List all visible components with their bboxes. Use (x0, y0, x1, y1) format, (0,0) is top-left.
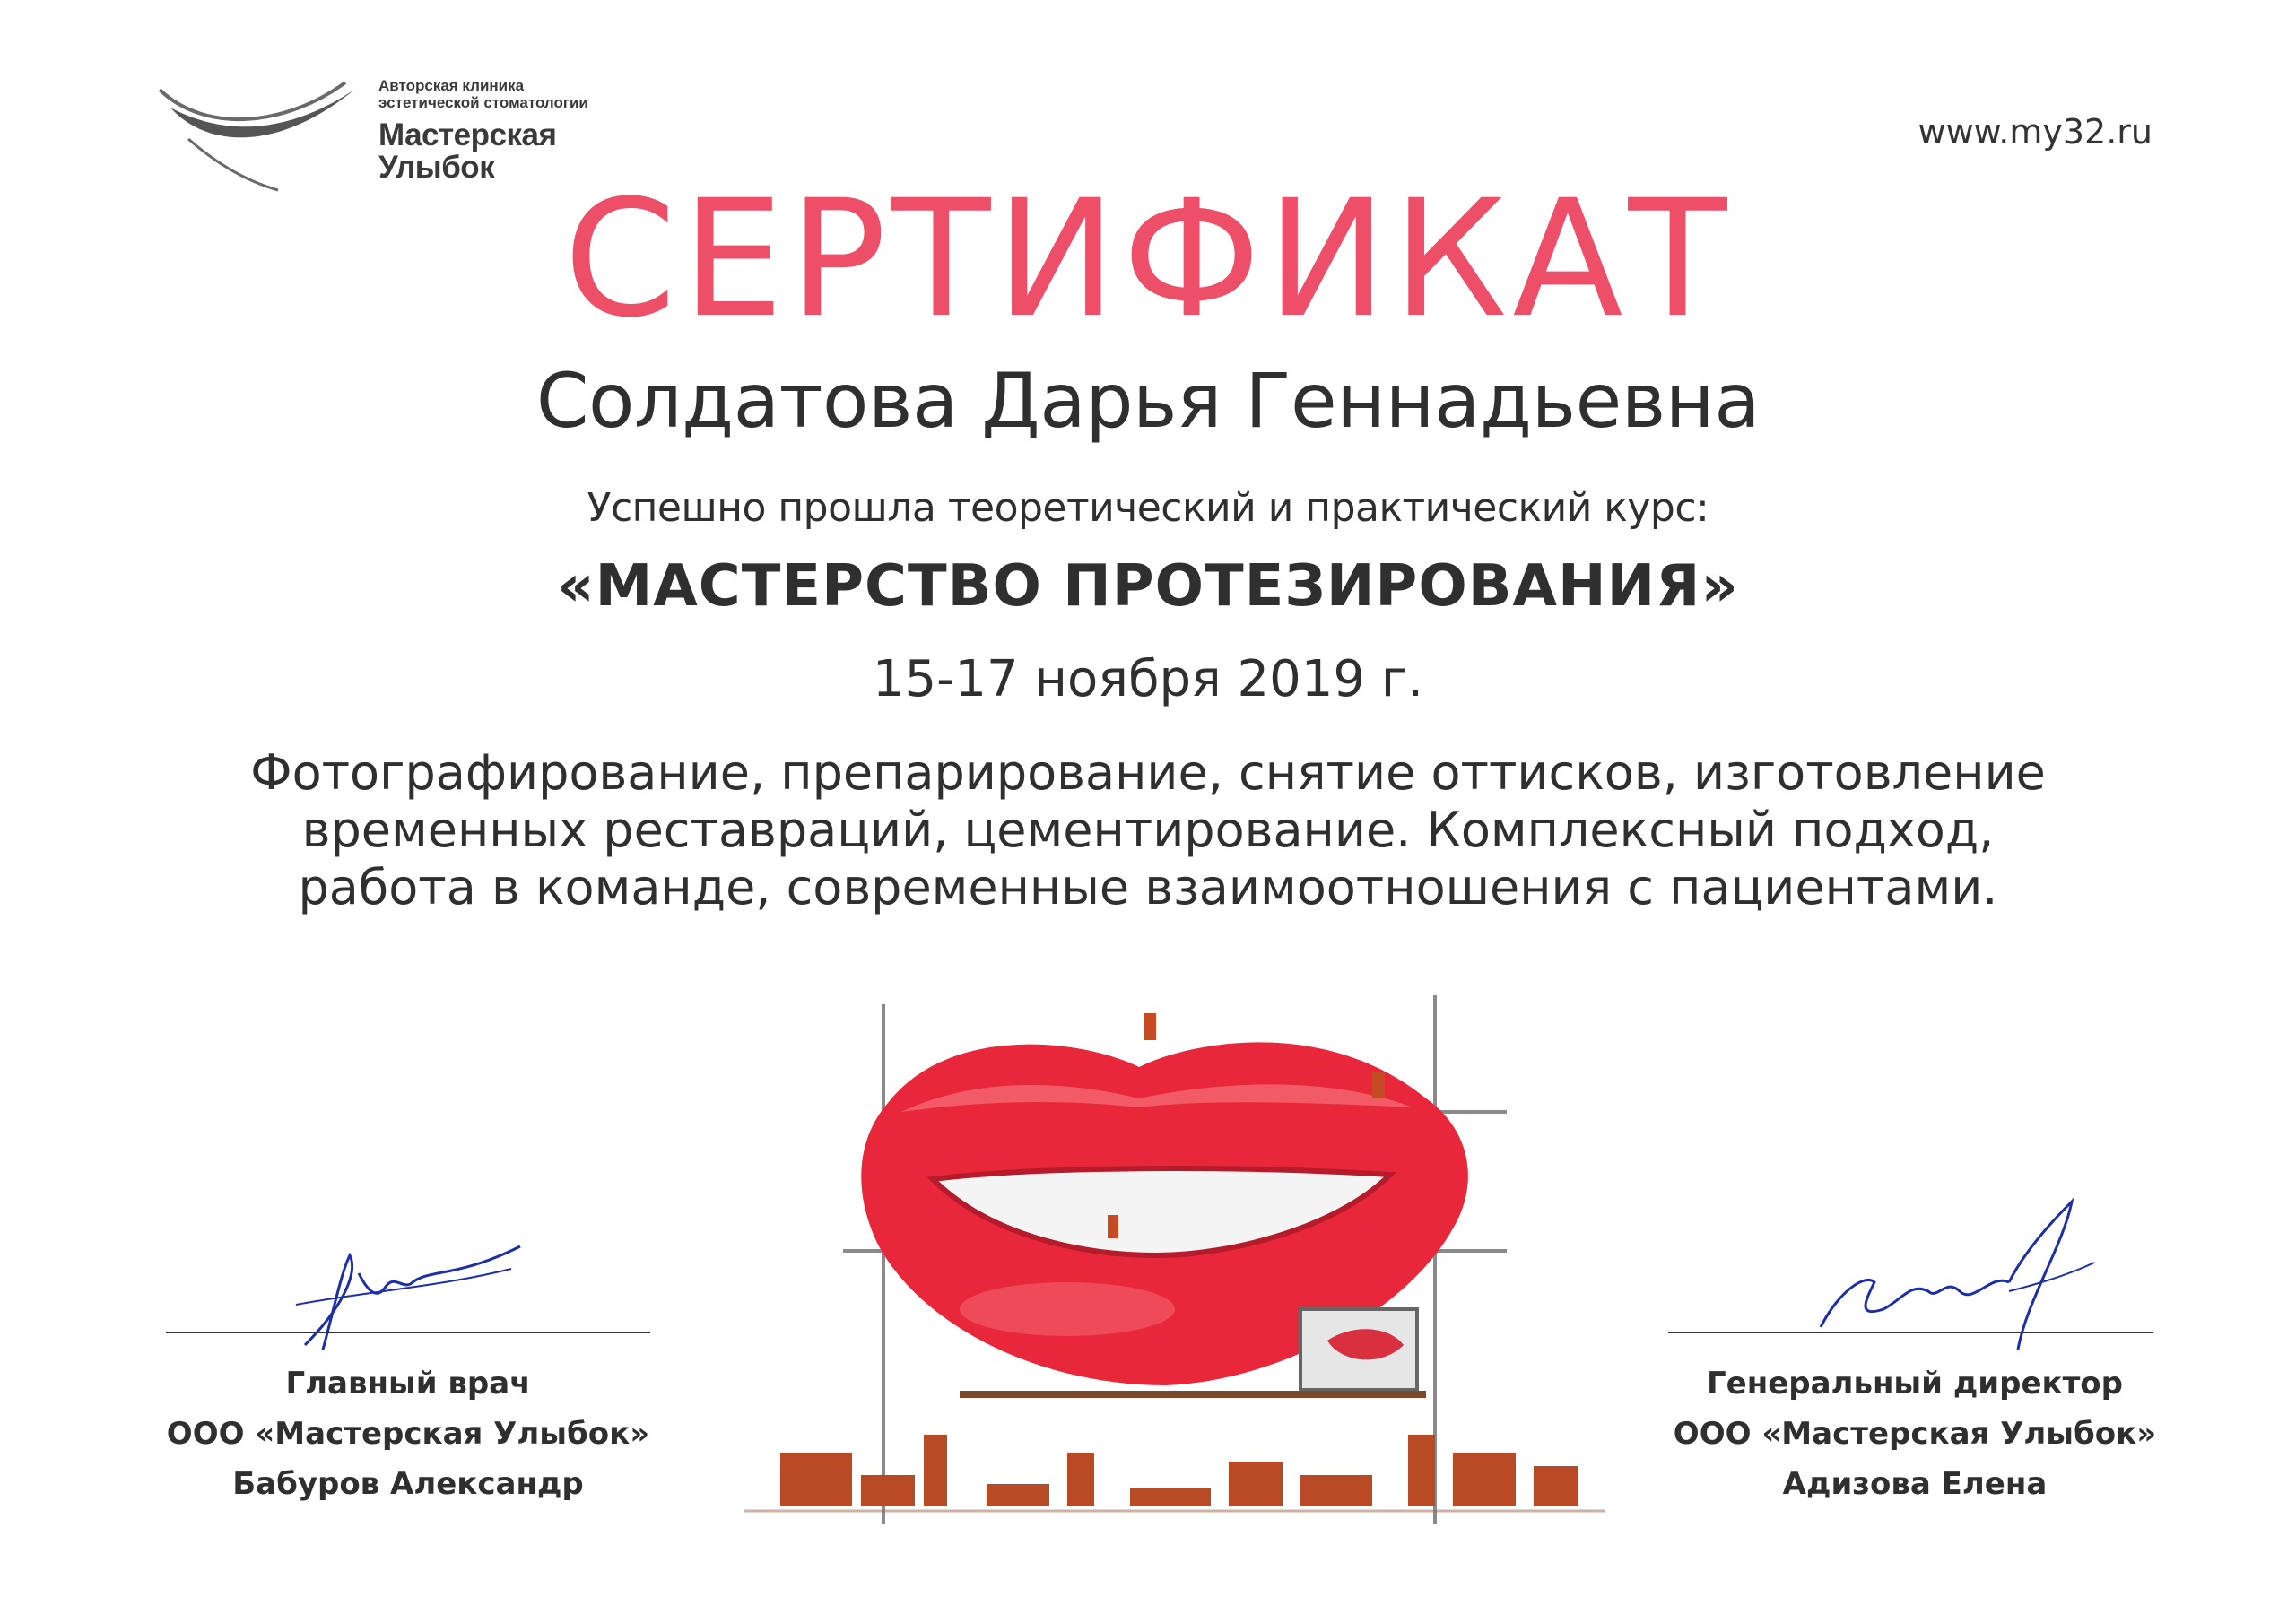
signature-right-image (1803, 1193, 2099, 1354)
description-line-1: Фотографирование, препарирование, снятие оттисков, изготовление (250, 744, 2046, 801)
signature-left-org: ООО «Мастерская Улыбок» (166, 1416, 650, 1452)
lips-scaffold-illustration (744, 986, 1605, 1542)
signature-right-role: Генеральный директор (1706, 1366, 2123, 1402)
description-line-3: работа в команде, современные взаимоотношения с пациентами. (298, 859, 1998, 916)
signature-left-role: Главный врач (285, 1366, 531, 1402)
smile-arc-logo-icon (152, 72, 359, 193)
signature-right-person: Адизова Елена (1782, 1466, 2048, 1502)
signature-left (157, 1358, 659, 1509)
description-line-2: временных реставраций, цементирование. Комплексный подход, (301, 802, 1995, 858)
course-intro: Успешно прошла теоретический и практический курс: (587, 485, 1709, 531)
signature-left-person: Бабуров Александр (232, 1466, 584, 1502)
logo-name-1: Мастерская (378, 117, 557, 152)
course-dates: 15-17 ноября 2019 г. (872, 650, 1424, 708)
course-description (0, 744, 2296, 916)
signature-left-image (287, 1237, 538, 1363)
website-url: www.my32.ru (1918, 112, 2152, 152)
signature-line-left (166, 1332, 650, 1333)
signature-right (1664, 1358, 2166, 1509)
logo-tagline-2: эстетической стоматологии (378, 94, 588, 111)
logo-name-2: Улыбок (378, 150, 495, 185)
course-name: «МАСТЕРСТВО ПРОТЕЗИРОВАНИЯ» (557, 553, 1739, 620)
logo-tagline-1: Авторская клиника (378, 77, 525, 94)
signature-line-right (1668, 1332, 2152, 1333)
signature-right-org: ООО «Мастерская Улыбок» (1673, 1416, 2157, 1452)
recipient-name: Солдатова Дарья Геннадьевна (535, 357, 1761, 445)
certificate-title: СЕРТИФИКАТ (563, 166, 1733, 353)
